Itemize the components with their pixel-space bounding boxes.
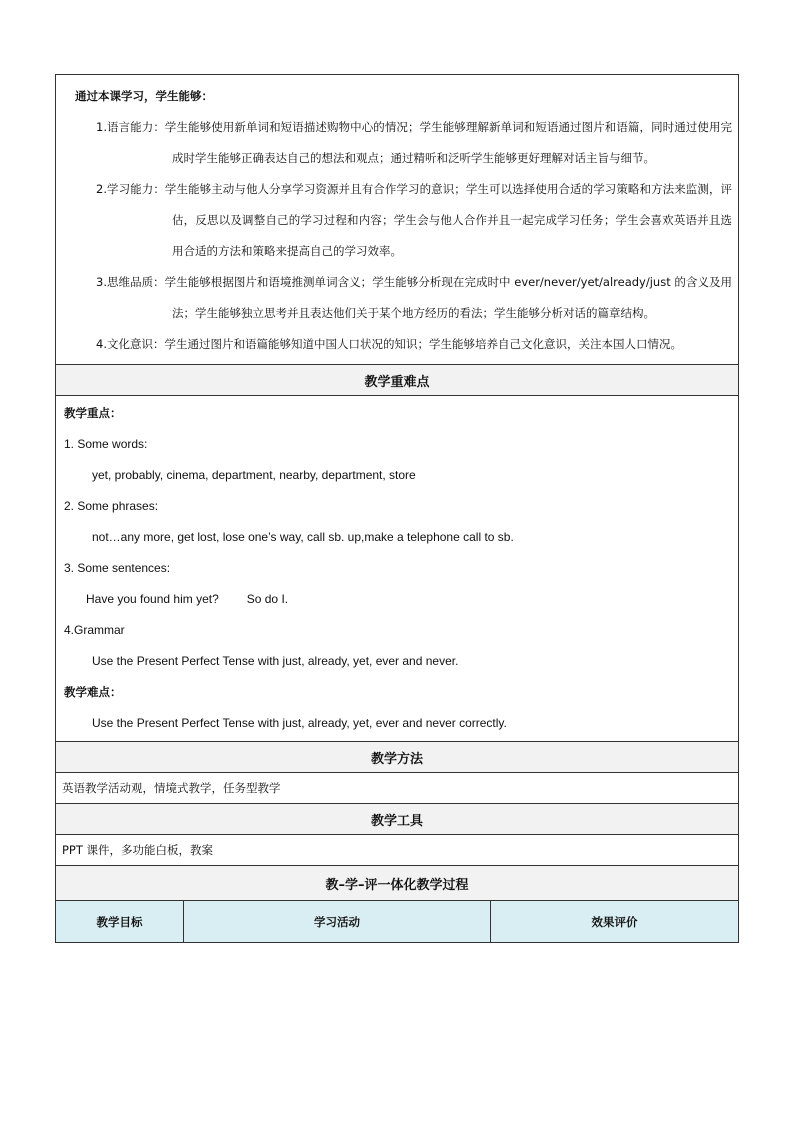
- grammar-label: 4.Grammar: [64, 623, 125, 637]
- learning-goals-row: [56, 75, 739, 365]
- goal-text: 文化意识：学生通过图片和语篇能够知道中国人口状况的知识；学生能够培养自己文化意识，关注本国人口情况。: [106, 337, 682, 351]
- sentence-item: So do I.: [246, 592, 289, 606]
- goals-intro: 通过本课学习，学生能够：: [75, 89, 213, 103]
- goal-number: 1.: [96, 120, 107, 134]
- teaching-tools-content: PPT 课件，多功能白板，教案: [56, 835, 739, 866]
- lesson-plan-page: [55, 74, 738, 943]
- teaching-tools-header: 教学工具: [56, 804, 739, 835]
- sentence-item: Have you found him yet?: [86, 592, 219, 606]
- goal-text: 学习能力：学生能够主动与他人分享学习资源并且有合作学习的意识；学生可以选择使用合适的学习策略和方法来监测，评估，反思以及调整自己的学习过程和内容；学生会与他人合作并且一起完成学习任务；学生会喜欢英语并且选用合适的方法和策略来提高自己的学习效率。: [106, 182, 733, 258]
- goal-text: 思维品质：学生能够根据图片和语境推测单词含义；学生能够分析现在完成时中 ever/never/yet/already/just 的含义及用法；学生能够独立思考并且表达他们关于某个地方经历的看法；学生能够分析对话的篇章结构。: [106, 275, 733, 320]
- difficulty-label: 教学难点：: [64, 685, 122, 699]
- goal-number: 4.: [96, 337, 107, 351]
- goal-number: 2.: [96, 182, 107, 196]
- sentences-label: 3. Some sentences:: [64, 561, 171, 575]
- grammar-text: Use the Present Perfect Tense with just, already, yet, ever and never.: [92, 654, 459, 668]
- goal-item-culture: [62, 329, 732, 360]
- sentences-list: [64, 584, 730, 615]
- teaching-methods-content: 英语教学活动观，情境式教学，任务型教学: [56, 773, 739, 804]
- goal-item-learning: [62, 174, 732, 267]
- process-columns-row: [56, 901, 739, 943]
- phrases-label: 2. Some phrases:: [64, 499, 159, 513]
- words-list: yet, probably, cinema, department, nearby, department, store: [92, 468, 416, 482]
- column-header-activity: 学习活动: [184, 901, 491, 943]
- words-label: 1. Some words:: [64, 437, 148, 451]
- key-difficult-points-header: 教学重难点: [56, 365, 739, 396]
- difficulty-text: Use the Present Perfect Tense with just, already, yet, ever and never correctly.: [92, 716, 507, 730]
- phrases-list: not…any more, get lost, lose one’s way, call sb. up,make a telephone call to sb.: [92, 530, 514, 544]
- goal-item-language: [62, 112, 732, 174]
- goal-item-thinking: [62, 267, 732, 329]
- goal-number: 3.: [96, 275, 107, 289]
- learning-goals-cell: [56, 75, 739, 365]
- goal-text: 语言能力：学生能够使用新单词和短语描述购物中心的情况；学生能够理解新单词和短语通过图片和语篇，同时通过使用完成时学生能够正确表达自己的想法和观点；通过精听和泛听学生能够更好理解对话主旨与细节。: [106, 120, 733, 165]
- teaching-process-header: 教–学–评一体化教学过程: [56, 866, 739, 901]
- key-points-cell: [56, 396, 739, 742]
- column-header-evaluation: 效果评价: [491, 901, 739, 943]
- teaching-methods-header: 教学方法: [56, 742, 739, 773]
- focus-label: 教学重点：: [64, 406, 122, 420]
- lesson-plan-table: [55, 74, 739, 943]
- column-header-goal: 教学目标: [56, 901, 184, 943]
